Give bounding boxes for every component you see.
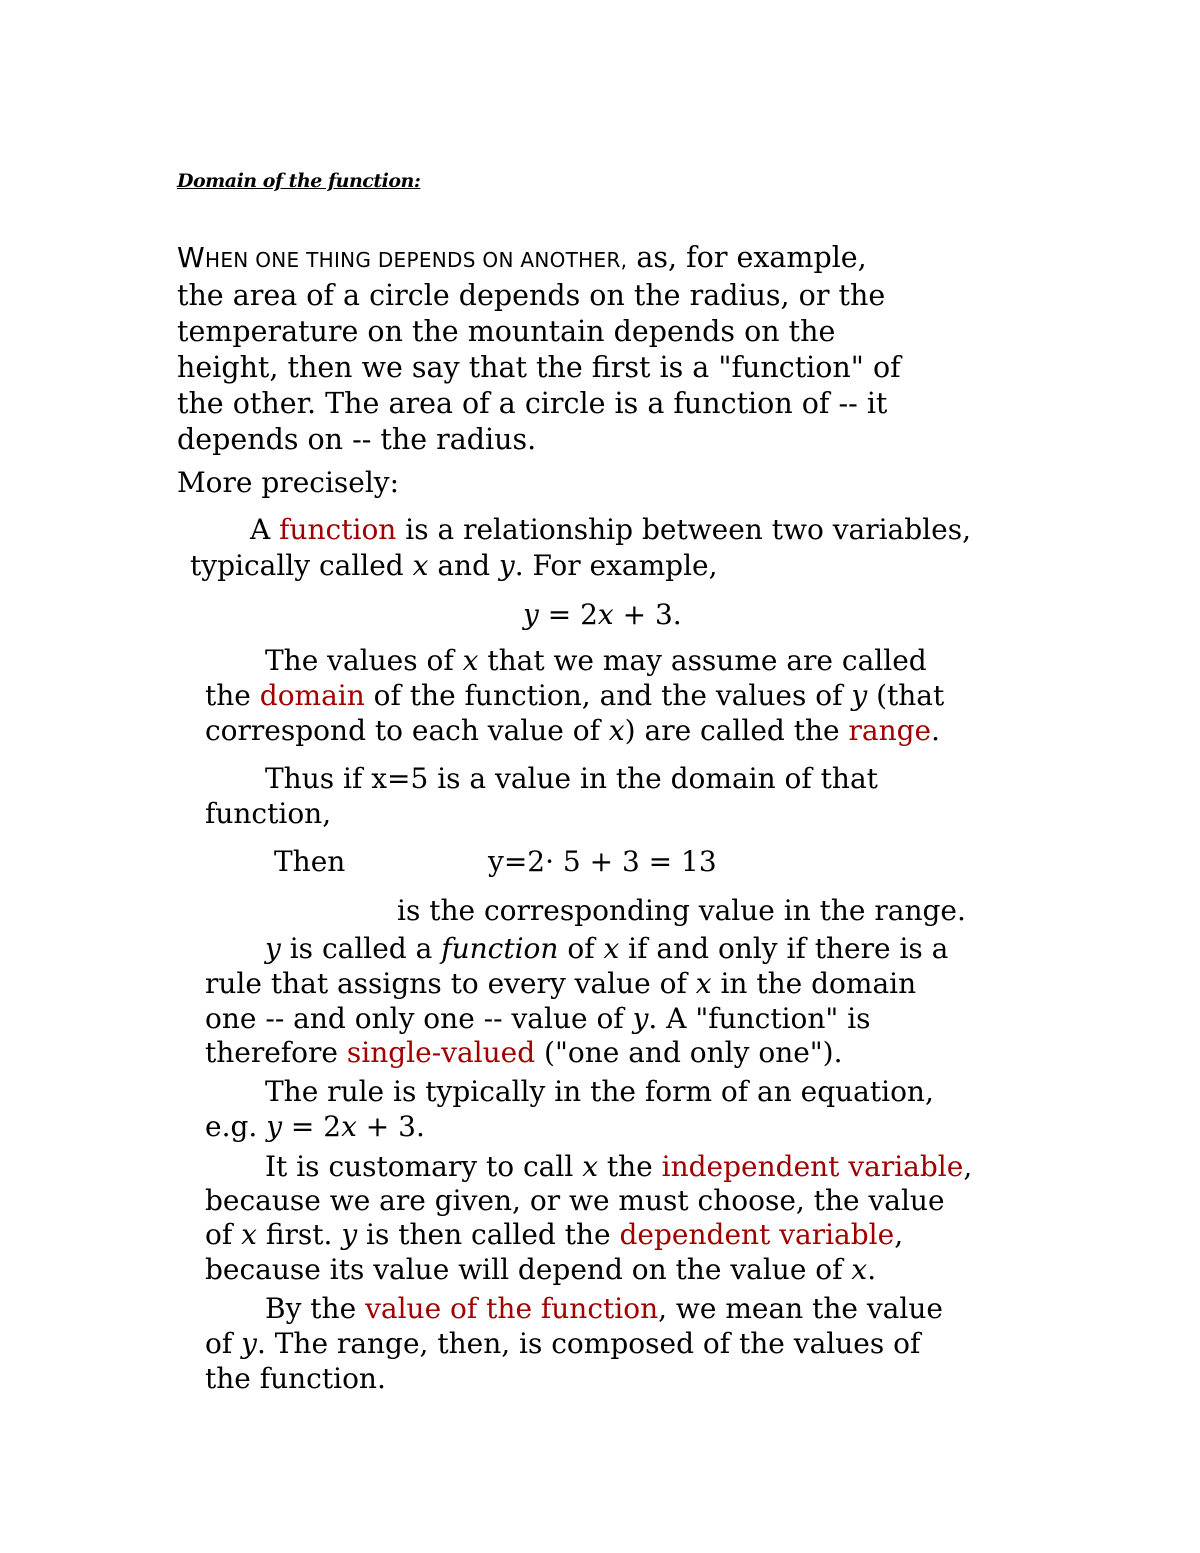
term-value-of-the-function: value of the function <box>365 1292 659 1325</box>
example-equation: y = 2x + 3. <box>523 598 682 631</box>
function-definition-line: typically called x and y. For example, <box>190 549 718 582</box>
more-precisely-label: More precisely: <box>177 466 400 499</box>
value-line: the function. <box>205 1362 386 1395</box>
domain-range-line: the domain of the function, and the values of y (that <box>205 679 945 712</box>
intro-line: depends on -- the radius. <box>177 423 537 456</box>
intro-paragraph <box>177 240 1007 458</box>
rule-line: The rule is typically in the form of an equation, <box>265 1075 934 1108</box>
term-domain: domain <box>259 679 365 712</box>
variables-line: because we are given, or we must choose, the value <box>205 1184 945 1217</box>
value-line: of y. The range, then, is composed of the values of <box>205 1327 921 1360</box>
definition-line: rule that assigns to every value of x in the domain <box>205 967 917 1000</box>
computed-equation: y=2· 5 + 3 = 13 <box>488 845 717 878</box>
domain-range-line: The values of x that we may assume are called <box>265 644 927 677</box>
term-function: function <box>279 513 397 546</box>
definition-line: y is called a function of x if and only if there is a <box>265 932 949 965</box>
intro-line: WHEN ONE THING DEPENDS ON ANOTHER, as, for example, <box>177 241 867 274</box>
range-value-line: is the corresponding value in the range. <box>397 894 966 927</box>
then-label: Then <box>274 845 346 878</box>
variables-line: of x first. y is then called the dependent variable, <box>205 1218 904 1251</box>
term-range: range <box>848 714 932 747</box>
definition-line: therefore single-valued ("one and only one"). <box>205 1036 843 1069</box>
intro-line: temperature on the mountain depends on the <box>177 315 836 348</box>
intro-line: height, then we say that the first is a "function" of <box>177 351 901 384</box>
example-line: Thus if x=5 is a value in the domain of that <box>265 762 878 795</box>
intro-line: the other. The area of a circle is a function of -- it <box>177 387 888 420</box>
term-independent-variable: independent variable <box>661 1150 964 1183</box>
example-line: function, <box>205 797 332 830</box>
function-definition-line: A function is a relationship between two variables, <box>250 513 971 546</box>
term-single-valued: single-valued <box>346 1036 536 1069</box>
variables-line: It is customary to call x the independent variable, <box>265 1150 973 1183</box>
page-heading: Domain of the function: <box>177 170 421 192</box>
intro-line: the area of a circle depends on the radius, or the <box>177 279 886 312</box>
term-dependent-variable: dependent variable <box>619 1218 895 1251</box>
definition-line: one -- and only one -- value of y. A "function" is <box>205 1002 871 1035</box>
variables-line: because its value will depend on the value of x. <box>205 1253 877 1286</box>
rule-line: e.g. y = 2x + 3. <box>205 1110 425 1143</box>
domain-range-line: correspond to each value of x) are called the range. <box>205 714 940 747</box>
value-line: By the value of the function, we mean the value <box>265 1292 943 1325</box>
